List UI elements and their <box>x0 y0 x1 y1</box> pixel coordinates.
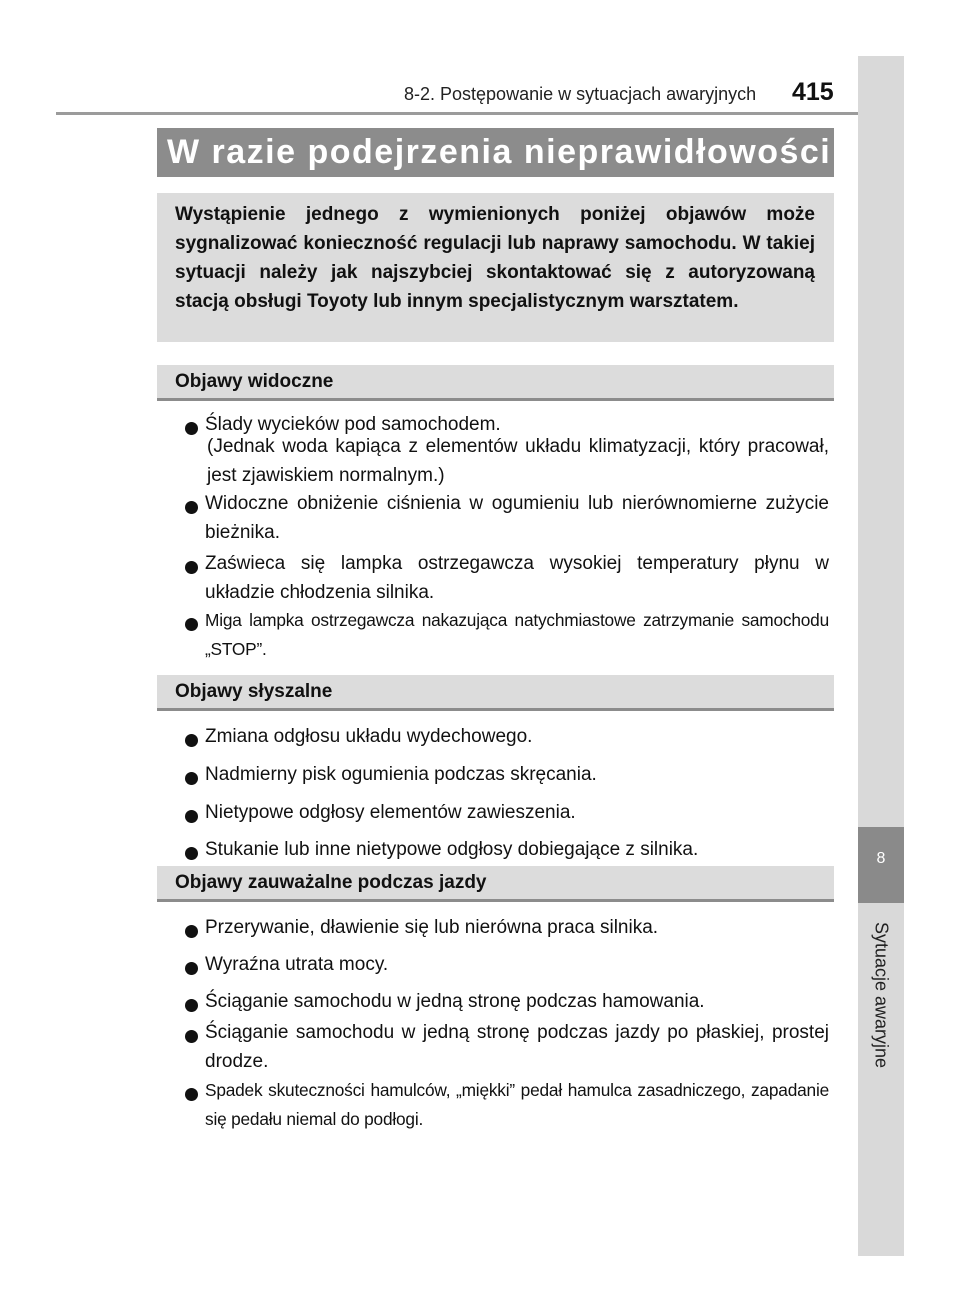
bullet-icon <box>185 810 198 823</box>
bullet-icon <box>185 1088 198 1101</box>
bullet-icon <box>185 772 198 785</box>
list-item: Zaświeca się lampka ostrzegawcza wysokiej temperatury płynu w układzie chłodzenia silnika. <box>205 553 829 603</box>
list-item: Stukanie lub inne nietypowe odgłosy dobiegające z silnika. <box>205 839 699 860</box>
chapter-number: 8 <box>876 850 886 867</box>
bullet-icon <box>185 999 198 1012</box>
list-item: Nietypowe odgłosy elementów zawieszenia. <box>205 802 576 823</box>
list-item: Miga lampka ostrzegawcza nakazująca natychmiastowe zatrzymanie samochodu „STOP”. <box>205 610 829 659</box>
section-heading-driving <box>157 866 834 902</box>
bullet-icon <box>185 501 198 514</box>
section-heading-label: Objawy widoczne <box>175 371 334 392</box>
bullet-icon <box>185 1030 198 1043</box>
page-number: 415 <box>792 78 834 106</box>
chapter-side-strip <box>858 56 904 1256</box>
header-divider <box>56 112 904 115</box>
bullet-icon <box>185 962 198 975</box>
section-heading-visible <box>157 365 834 401</box>
intro-text: Wystąpienie jednego z wymienionych poniżej objawów może sygnalizować konieczność regulacji lub naprawy samochodu. W takiej sytuacji należy jak najszybciej skontaktować się z autoryzowaną stacją obsługi Toyoty lub innym specjalistycznym warsztatem. <box>175 204 815 312</box>
list-item: Wyraźna utrata mocy. <box>205 954 389 975</box>
page-title: W razie podejrzenia nieprawidłowości <box>167 133 832 171</box>
bullet-icon <box>185 618 198 631</box>
bullet-icon <box>185 561 198 574</box>
bullet-icon <box>185 925 198 938</box>
chapter-label: Sytuacje awaryjne <box>871 921 892 1069</box>
section-heading-label: Objawy słyszalne <box>175 681 333 702</box>
list-item: Ściąganie samochodu w jedną stronę podczas hamowania. <box>205 991 705 1012</box>
list-item: Zmiana odgłosu układu wydechowego. <box>205 726 533 747</box>
running-header-section: 8-2. Postępowanie w sytuacjach awaryjnych <box>404 84 757 104</box>
list-item-note: (Jednak woda kapiąca z elementów układu klimatyzacji, który pracował, jest zjawiskiem normalnym.) <box>207 436 829 486</box>
list-item: Spadek skuteczności hamulców, „miękki” pedał hamulca zasadniczego, zapadanie się pedału niemal do podłogi. <box>205 1080 829 1129</box>
bullet-icon <box>185 847 198 860</box>
list-item: Nadmierny pisk ogumienia podczas skręcania. <box>205 764 597 785</box>
list-item: Widoczne obniżenie ciśnienia w ogumieniu lub nierównomierne zużycie bieżnika. <box>205 493 829 543</box>
list-item: Przerywanie, dławienie się lub nierówna praca silnika. <box>205 917 659 938</box>
section-heading-audible <box>157 675 834 711</box>
bullet-icon <box>185 734 198 747</box>
list-item: Ślady wycieków pod samochodem. <box>205 414 501 435</box>
section-heading-label: Objawy zauważalne podczas jazdy <box>175 872 487 893</box>
bullet-icon <box>185 422 198 435</box>
list-item: Ściąganie samochodu w jedną stronę podczas jazdy po płaskiej, prostej drodze. <box>205 1022 829 1072</box>
